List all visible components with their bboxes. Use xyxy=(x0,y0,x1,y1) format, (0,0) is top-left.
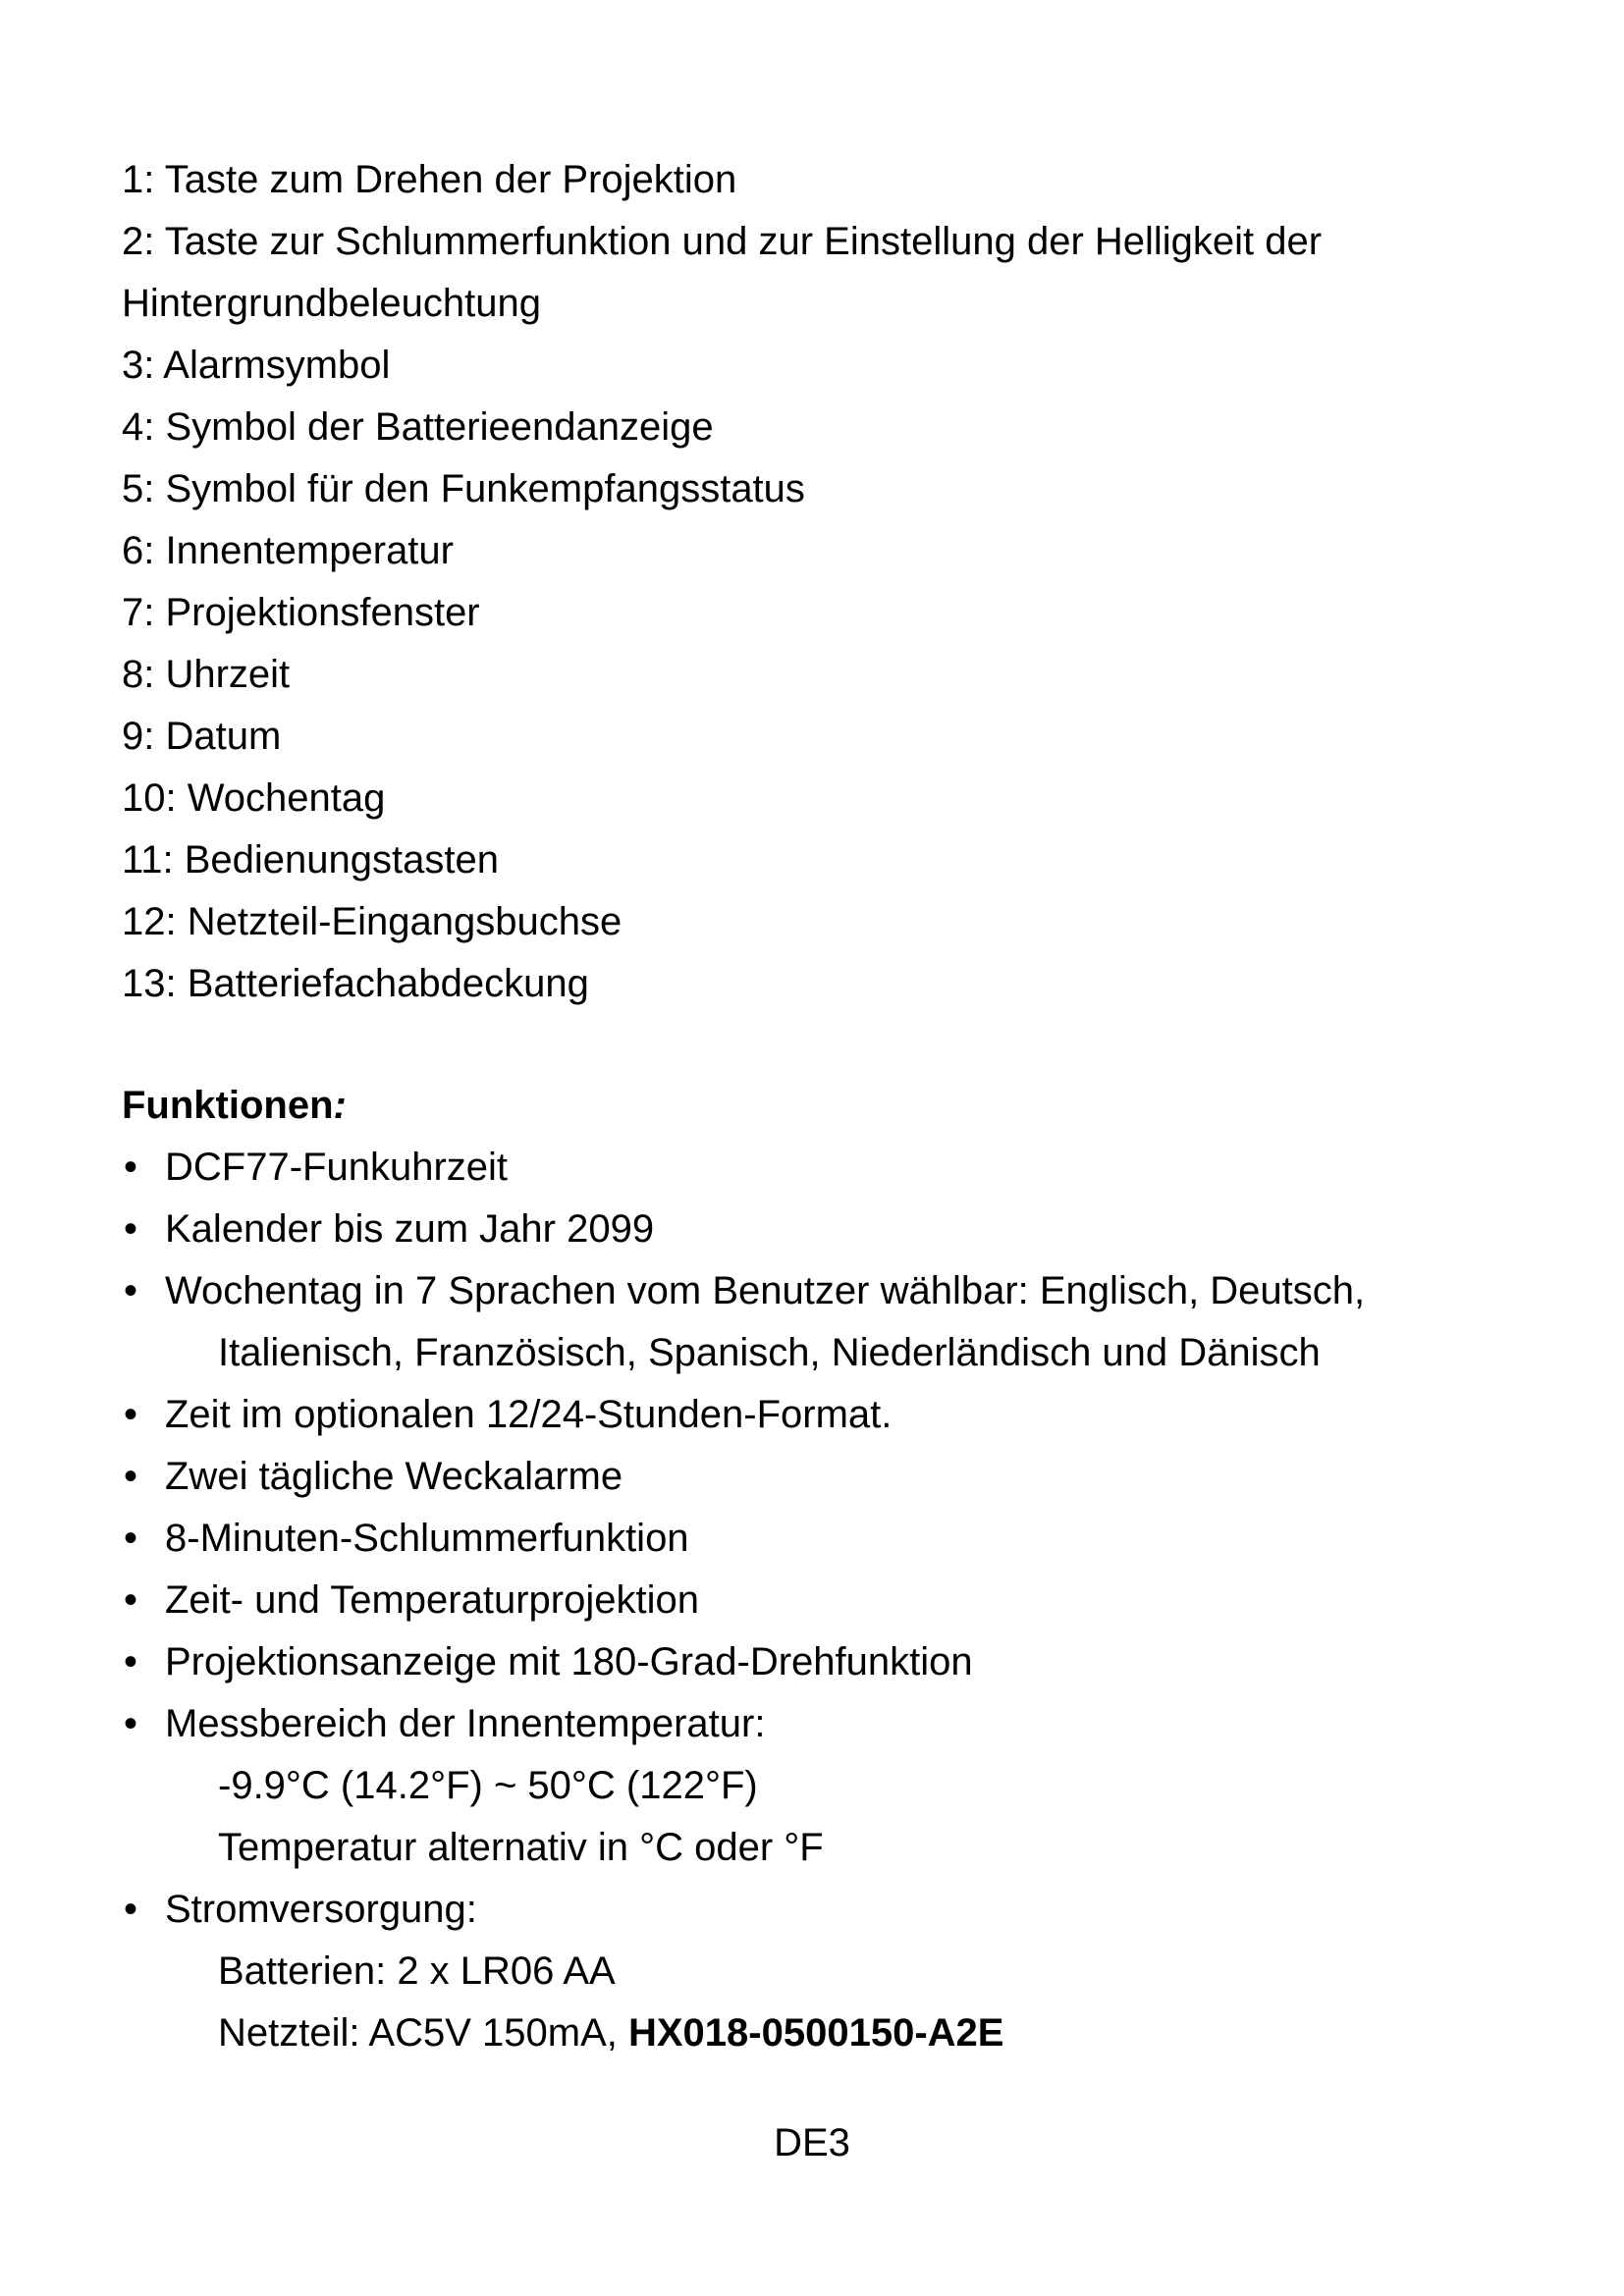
parts-list-item: 7: Projektionsfenster xyxy=(122,591,480,634)
bullet-icon: • xyxy=(124,1393,138,1436)
parts-list-item: 13: Batteriefachabdeckung xyxy=(122,962,589,1005)
parts-list-item: 4: Symbol der Batterieendanzeige xyxy=(122,405,714,449)
feature-continuation: Italienisch, Französisch, Spanisch, Niederländisch und Dänisch xyxy=(218,1331,1321,1374)
parts-list xyxy=(122,149,1496,1015)
parts-list-item: 6: Innentemperatur xyxy=(122,529,454,572)
feature-item xyxy=(122,1879,1516,2064)
feature-item xyxy=(122,1631,1516,1693)
feature-text: Stromversorgung: xyxy=(165,1888,477,1931)
bullet-icon: • xyxy=(124,1207,138,1251)
page-number: DE3 xyxy=(774,2121,850,2164)
feature-item xyxy=(122,1693,1516,1879)
power-adapter-model: HX018-0500150-A2E xyxy=(627,2011,1004,2055)
feature-item xyxy=(122,1137,1516,1199)
feature-text: Zeit im optionalen 12/24-Stunden-Format. xyxy=(165,1393,893,1436)
bullet-icon: • xyxy=(124,1146,138,1189)
parts-list-item: 9: Datum xyxy=(122,715,282,758)
feature-item xyxy=(122,1508,1516,1570)
feature-item xyxy=(122,1260,1516,1384)
feature-text: Kalender bis zum Jahr 2099 xyxy=(165,1207,655,1251)
parts-list-item: 11: Bedienungstasten xyxy=(122,838,500,881)
parts-list-item: 12: Netzteil-Eingangsbuchse xyxy=(122,900,623,943)
feature-item xyxy=(122,1570,1516,1631)
feature-item xyxy=(122,1384,1516,1446)
bullet-icon: • xyxy=(124,1517,138,1560)
feature-text: 8-Minuten-Schlummerfunktion xyxy=(165,1517,689,1560)
features-heading xyxy=(122,1075,347,1137)
feature-sub-line: Batterien: 2 x LR06 AA xyxy=(218,1949,616,1993)
feature-text: Messbereich der Innentemperatur: xyxy=(165,1702,766,1745)
parts-list-item: 10: Wochentag xyxy=(122,776,386,820)
bullet-icon: • xyxy=(124,1888,138,1931)
feature-item xyxy=(122,1446,1516,1508)
parts-list-item: 3: Alarmsymbol xyxy=(122,344,391,387)
bullet-icon: • xyxy=(124,1455,138,1498)
parts-list-item: 2: Taste zur Schlummerfunktion und zur Einstellung der Helligkeit der xyxy=(122,220,1323,263)
features-heading-text: Funktionen xyxy=(122,1084,334,1127)
feature-item xyxy=(122,1199,1516,1260)
feature-text: Zwei tägliche Weckalarme xyxy=(165,1455,623,1498)
power-adapter-line xyxy=(165,2002,1516,2064)
feature-text: Wochentag in 7 Sprachen vom Benutzer wählbar: Englisch, Deutsch, xyxy=(165,1269,1366,1312)
bullet-icon: • xyxy=(124,1702,138,1745)
feature-text: Zeit- und Temperaturprojektion xyxy=(165,1578,699,1622)
bullet-icon: • xyxy=(124,1269,138,1312)
power-adapter-label: Netzteil: AC5V 150mA, xyxy=(218,2011,628,2055)
parts-list-item: 5: Symbol für den Funkempfangsstatus xyxy=(122,467,805,510)
bullet-icon: • xyxy=(124,1640,138,1683)
feature-sub-line: Temperatur alternativ in °C oder °F xyxy=(218,1826,824,1869)
bullet-icon: • xyxy=(124,1578,138,1622)
parts-list-item: 8: Uhrzeit xyxy=(122,653,291,696)
features-heading-colon: : xyxy=(333,1084,347,1127)
feature-text: DCF77-Funkuhrzeit xyxy=(165,1146,509,1189)
parts-list-item: 1: Taste zum Drehen der Projektion xyxy=(122,158,737,201)
feature-sub-line: -9.9°C (14.2°F) ~ 50°C (122°F) xyxy=(218,1764,758,1807)
feature-text: Projektionsanzeige mit 180-Grad-Drehfunktion xyxy=(165,1640,973,1683)
features-list xyxy=(122,1137,1516,2064)
parts-list-item: Hintergrundbeleuchtung xyxy=(122,282,541,325)
